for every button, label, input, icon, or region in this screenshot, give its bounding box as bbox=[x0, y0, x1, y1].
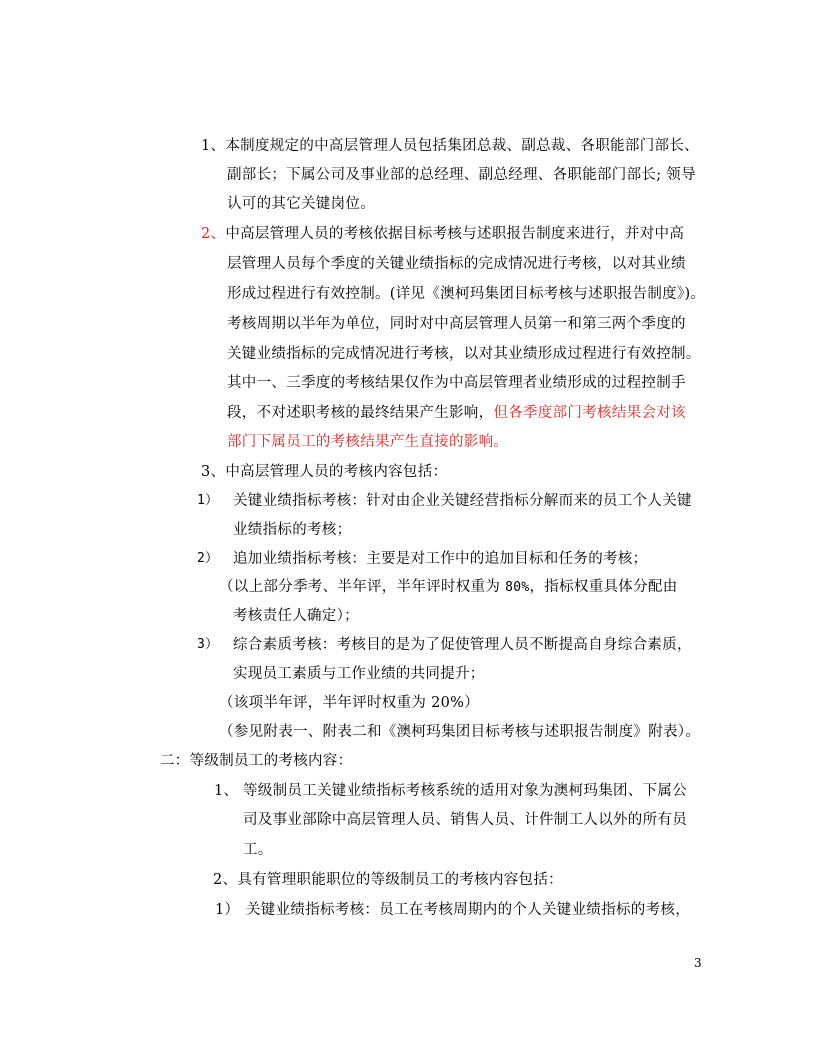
item-2-line-5: 关键业绩指标的完成情况进行考核，以对其业绩形成过程进行有效控制。 bbox=[227, 346, 701, 362]
item-2-line-6: 其中一、三季度的考核结果仅作为中高层管理者业绩形成的过程控制手 bbox=[227, 375, 686, 391]
item-2-line-3: 形成过程进行有效控制。(详见《澳柯玛集团目标考核与述职报告制度》)。 bbox=[227, 286, 706, 302]
s2-sub-1-line-1: 关键业绩指标考核：员工在考核周期内的个人关键业绩指标的考核， bbox=[246, 902, 690, 918]
highlighted-text: 但各季度部门考核结果会对该 bbox=[493, 405, 686, 421]
sub-1-number: 1） bbox=[197, 493, 219, 508]
sub-1-line-2: 业绩指标的考核； bbox=[233, 522, 352, 538]
sub-3-line-2: 实现员工素质与工作业绩的共同提升； bbox=[233, 666, 485, 682]
item-3-number: 3、 bbox=[201, 464, 226, 480]
item-1-line-2: 副部长；下属公司及事业部的总经理、副总经理、各职能部门部长; 领导 bbox=[227, 167, 696, 183]
item-2-line-8-highlighted: 部门下属员工的考核结果产生直接的影响。 bbox=[227, 434, 509, 450]
item-2-line-2: 层管理人员每个季度的关键业绩指标的完成情况进行考核，以对其业绩 bbox=[227, 256, 686, 272]
s2-item-1-line-3: 工。 bbox=[243, 842, 273, 858]
sub-3-note-2: （参见附表一、附表二和《澳柯玛集团目标考核与述职报告制度》附表）。 bbox=[219, 724, 701, 740]
item-1-line-1: 1、本制度规定的中高层管理人员包括集团总裁、副总裁、各职能部门部长、 bbox=[201, 138, 699, 154]
item-3-line-1: 3、中高层管理人员的考核内容包括： bbox=[201, 464, 448, 480]
s2-item-2-number: 2、 bbox=[213, 872, 238, 888]
sub-1-line-1: 关键业绩指标考核：针对由企业关键经营指标分解而来的员工个人关键 bbox=[233, 493, 692, 509]
sub-2-line-1: 追加业绩指标考核：主要是对工作中的追加目标和任务的考核； bbox=[233, 551, 648, 567]
s2-item-1-line-2: 司及事业部除中高层管理人员、销售人员、计件制工人以外的所有员 bbox=[243, 812, 687, 828]
item-1-line-3: 认可的其它关键岗位。 bbox=[227, 196, 375, 212]
s2-item-1-number: 1、 bbox=[214, 783, 239, 799]
sub-3-number: 3） bbox=[197, 637, 219, 652]
sub-3-note-1: （该项半年评，半年评时权重为 20%） bbox=[219, 695, 480, 711]
sub-2-note-2: 考核责任人确定）； bbox=[233, 608, 359, 624]
s2-sub-1-number: 1） bbox=[215, 902, 240, 918]
item-2-line-4: 考核周期以半年为单位，同时对中高层管理人员第一和第三两个季度的 bbox=[227, 316, 686, 332]
item-2-line-1: 2、中高层管理人员的考核依据目标考核与述职报告制度来进行，并对中高 bbox=[201, 226, 685, 242]
item-1-number: 1、 bbox=[201, 138, 226, 154]
item-2-line-7: 段，不对述职考核的最终结果产生影响，但各季度部门考核结果会对该 bbox=[227, 405, 686, 421]
section-2-heading: 二：等级制员工的考核内容： bbox=[160, 753, 353, 769]
page-number: 3 bbox=[694, 956, 702, 970]
sub-2-note-1: （以上部分季考、半年评，半年评时权重为 80%，指标权重具体分配由 bbox=[219, 579, 678, 595]
s2-item-2-line-1: 2、具有管理职能职位的等级制员工的考核内容包括： bbox=[213, 872, 563, 888]
sub-3-line-1: 综合素质考核：考核目的是为了促使管理人员不断提高自身综合素质， bbox=[233, 637, 692, 653]
sub-2-number: 2） bbox=[197, 551, 219, 566]
item-2-number: 2、 bbox=[201, 226, 226, 242]
s2-item-1-line-1: 等级制员工关键业绩指标考核系统的适用对象为澳柯玛集团、下属公 bbox=[243, 783, 687, 799]
